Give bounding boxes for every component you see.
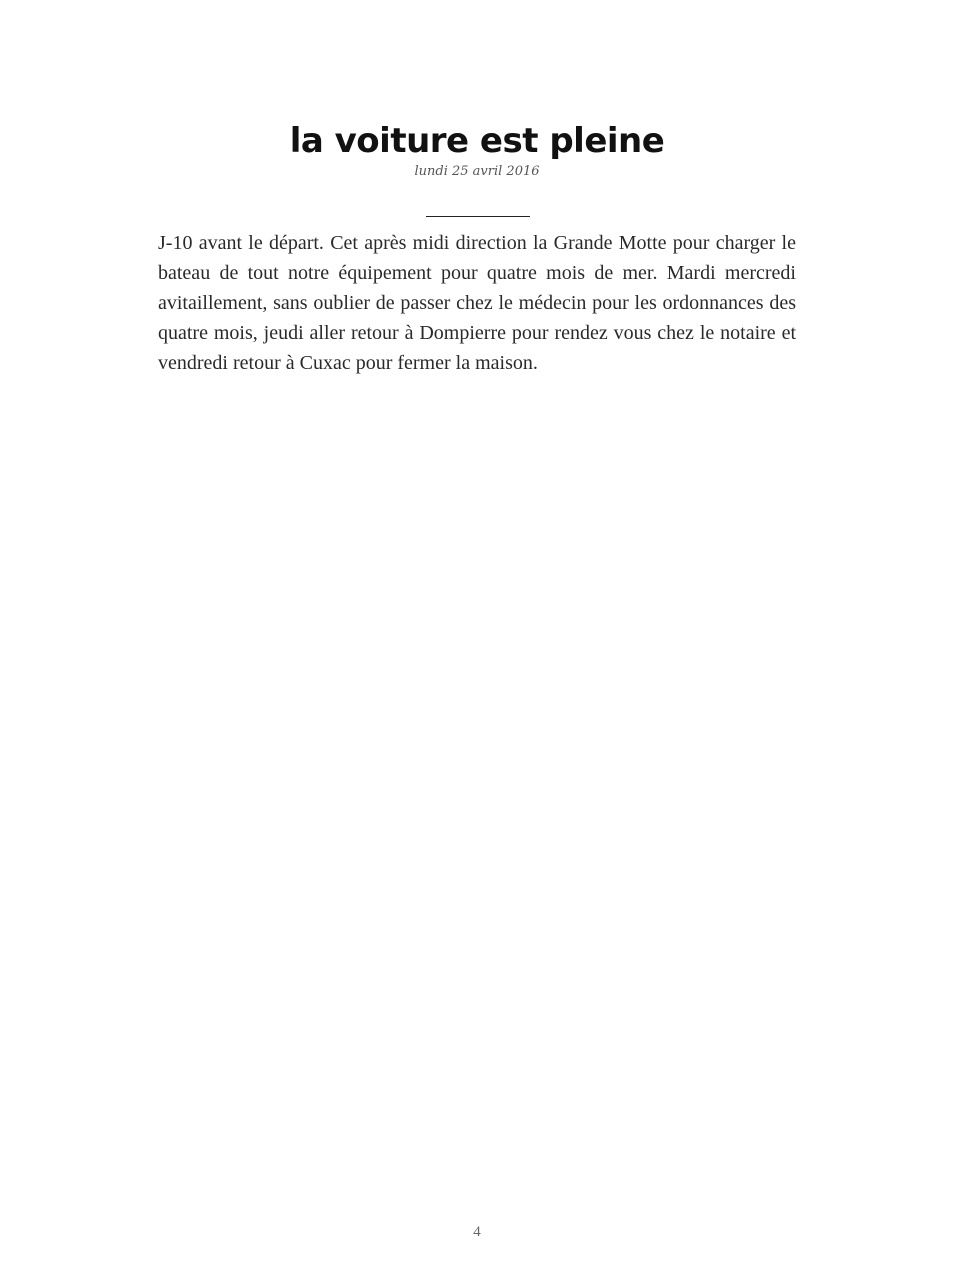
title-separator — [426, 216, 530, 217]
article-title: la voiture est pleine — [289, 121, 665, 161]
article-body: J-10 avant le départ. Cet après midi direction la Grande Motte pour charger le bateau de tout notre équipement pour quatre mois de mer. Mardi mercredi avitaillement, sans oublier de passer chez le médecin pour les ordonnances des quatre mois, jeudi aller retour à Dompierre pour rendez vous chez le notaire et vendredi retour à Cuxac pour fermer la maison. — [158, 232, 796, 374]
article-date: lundi 25 avril 2016 — [414, 164, 540, 179]
page-number: 4 — [473, 1224, 481, 1240]
